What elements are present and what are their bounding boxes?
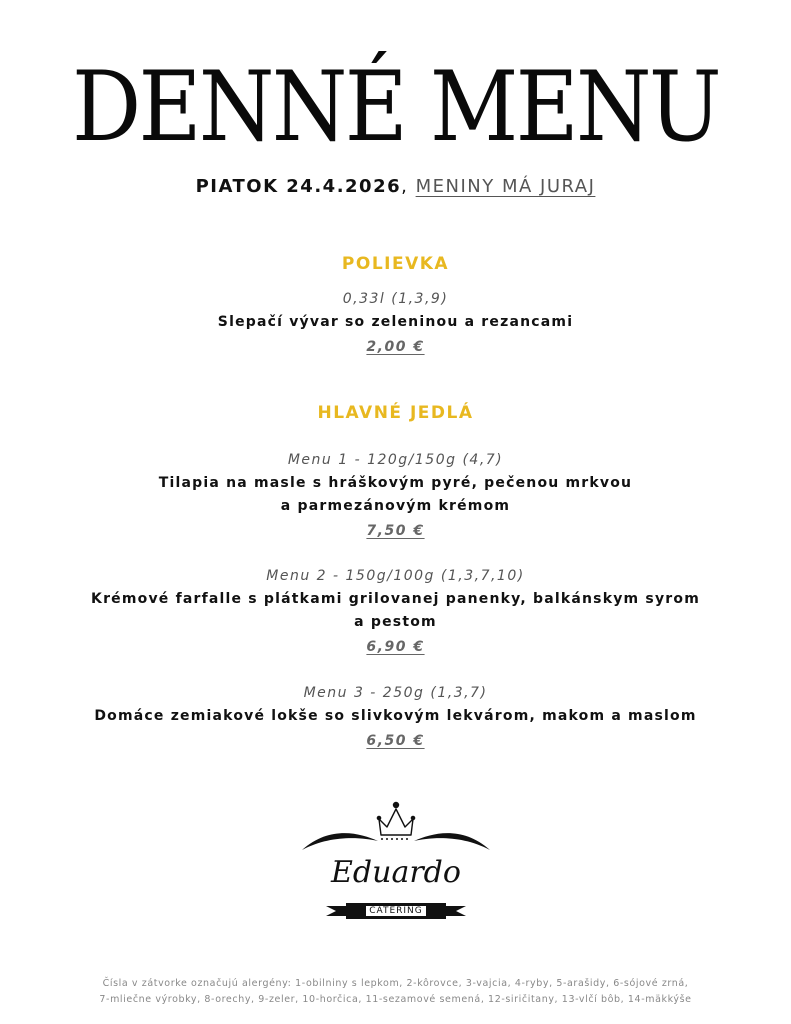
logo-catering: CATERING bbox=[369, 906, 423, 916]
menu-3-price: 6,50 € bbox=[366, 733, 425, 749]
soup-price: 2,00 € bbox=[366, 339, 425, 355]
nameday-link[interactable]: MENINY MÁ JURAJ bbox=[415, 176, 596, 197]
menu-1-meta: Menu 1 - 120g/150g (4,7) bbox=[287, 452, 504, 468]
menu-3-line-1: Domáce zemiakové lokše so slivkovým lekvárom, makom a maslom bbox=[94, 708, 697, 724]
date-day: PIATOK 24.4.2026 bbox=[195, 176, 402, 197]
menu-1-line-2: a parmezánovým krémom bbox=[280, 498, 511, 514]
crown-icon bbox=[377, 803, 414, 840]
menu-2-line-1: Krémové farfalle s plátkami grilovanej panenky, balkánskym syrom bbox=[91, 591, 700, 607]
eduardo-logo bbox=[290, 795, 502, 930]
soup-item bbox=[0, 287, 791, 360]
logo-name: Eduardo bbox=[331, 855, 461, 890]
date-comma: , bbox=[401, 176, 409, 197]
footnote-line-1: Čísla v zátvorke označujú alergény: 1-obilniny s lepkom, 2-kôrovce, 3-vajcia, 4-ryby, 5-arašidy, 6-sójové zrná, bbox=[102, 978, 689, 989]
right-swash bbox=[414, 833, 490, 850]
date-line bbox=[0, 176, 791, 197]
menu-1-line-1: Tilapia na masle s hráškovým pyré, pečenou mrkvou bbox=[158, 475, 633, 491]
menu-item-2 bbox=[0, 564, 791, 660]
menu-item-3 bbox=[0, 681, 791, 754]
soup-heading: POLIEVKA bbox=[341, 254, 450, 274]
menu-3-meta: Menu 3 - 250g (1,3,7) bbox=[303, 685, 488, 701]
menu-item-1 bbox=[0, 448, 791, 544]
allergen-footnote bbox=[0, 976, 791, 1008]
menu-2-line-2: a pestom bbox=[354, 614, 437, 630]
page-title: DENNÉ MENU bbox=[71, 51, 720, 163]
footnote-line-2: 7-mliečne výrobky, 8-orechy, 9-zeler, 10-horčica, 11-sezamové semená, 12-siričitany, 13-vlčí bôb, 14-mäkkýše bbox=[99, 994, 692, 1005]
soup-meta: 0,33l (1,3,9) bbox=[342, 291, 449, 307]
menu-1-price: 7,50 € bbox=[366, 523, 425, 539]
left-swash bbox=[302, 833, 378, 850]
menu-2-meta: Menu 2 - 150g/100g (1,3,7,10) bbox=[266, 568, 525, 584]
soup-name: Slepačí vývar so zeleninou a rezancami bbox=[217, 314, 574, 330]
mains-heading: HLAVNÉ JEDLÁ bbox=[317, 403, 474, 423]
menu-2-price: 6,90 € bbox=[366, 639, 425, 655]
